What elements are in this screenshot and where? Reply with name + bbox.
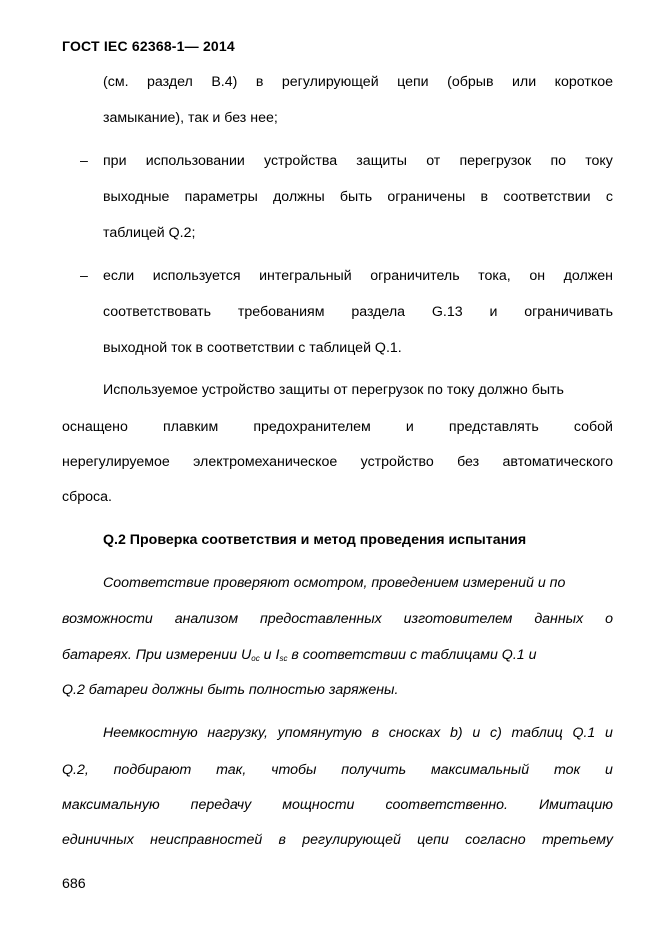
word: неисправностей (150, 832, 263, 848)
word: нагрузку, (207, 725, 268, 741)
word: и (605, 762, 613, 778)
word: регулирующей (302, 832, 401, 848)
word: мощности (282, 797, 355, 813)
word: выходные (103, 189, 170, 205)
word: цепи (417, 832, 449, 848)
section-heading: Q.2 Проверка соответствия и метод проведения испытания (103, 532, 527, 548)
text-line: замыкание), так и без нее; (103, 110, 278, 126)
word: таблиц (511, 725, 563, 741)
word: использовании (145, 153, 245, 169)
word: в (278, 832, 286, 848)
word: c) (489, 725, 502, 741)
word: по (550, 153, 567, 169)
word: анализом (174, 611, 239, 627)
word: передачу (190, 797, 252, 813)
word: плавким (162, 419, 219, 435)
word: b) (450, 725, 463, 741)
word: G.13 (431, 304, 463, 320)
word: В.4) (211, 74, 238, 90)
text-line: Соответствие проверяют осмотром, проведением измерений и по (103, 575, 566, 591)
text-line (103, 72, 613, 92)
word: сносках (388, 725, 441, 741)
word: короткое (554, 74, 613, 90)
text-line-with-subscripts (62, 645, 613, 665)
word: и (405, 419, 414, 435)
word: Имитацию (538, 797, 613, 813)
word: току (585, 153, 613, 169)
word: тока, (478, 268, 511, 284)
word: максимальную (62, 797, 160, 813)
word: собой (573, 419, 613, 435)
word: упомянутую (277, 725, 362, 741)
word: нерегулируемое (62, 454, 170, 470)
word: должны (273, 189, 325, 205)
text-line (103, 151, 613, 171)
text-line (62, 609, 613, 629)
word: максимальный (430, 762, 530, 778)
word: соответствовать (103, 304, 212, 320)
word: подбирают (113, 762, 192, 778)
text-line: таблицей Q.2; (103, 225, 196, 241)
text-fragment: и I (259, 647, 280, 663)
text-line (62, 417, 613, 437)
word: устройства (264, 153, 338, 169)
page-number: 686 (62, 876, 86, 892)
word: раздела (351, 304, 406, 320)
word: получить (341, 762, 407, 778)
text-line: Q.2 батареи должны быть полностью заряжены. (62, 682, 399, 698)
word: изготовителем (403, 611, 513, 627)
word: защиты (356, 153, 407, 169)
subscript: sc (279, 654, 288, 663)
word: ограничитель (370, 268, 460, 284)
word: третьему (541, 832, 613, 848)
word: единичных (62, 832, 134, 848)
word: регулирующей (281, 74, 379, 90)
word: перегрузок (459, 153, 532, 169)
text-line: Используемое устройство защиты от перегрузок по току должно быть (103, 382, 564, 398)
bullet-dash: – (80, 153, 88, 169)
word: так, (216, 762, 247, 778)
word: чтобы (271, 762, 317, 778)
word: используется (152, 268, 241, 284)
text-line (103, 266, 613, 286)
text-fragment: батареях. При измерении U (62, 647, 252, 663)
word: оснащено (62, 419, 128, 435)
subscript: oc (251, 654, 260, 663)
bullet-dash: – (80, 268, 88, 284)
word: Q.2, (62, 762, 89, 778)
word: ограничивать (524, 304, 613, 320)
text-line (62, 452, 613, 472)
word: и (489, 304, 498, 320)
word: параметры (184, 189, 258, 205)
word: должен (563, 268, 613, 284)
word: цепи (397, 74, 429, 90)
word: представлять (448, 419, 539, 435)
word: или (511, 74, 537, 90)
word: быть (339, 189, 373, 205)
word: если (103, 268, 135, 284)
text-line (62, 760, 613, 780)
word: Неемкостную (103, 725, 198, 741)
word: в (255, 74, 264, 90)
text-line (62, 795, 613, 815)
word: соответственно. (385, 797, 508, 813)
word: (см. (103, 74, 129, 90)
word: ток (553, 762, 581, 778)
word: от (426, 153, 441, 169)
text-line: сброса. (62, 489, 112, 505)
word: (обрыв (447, 74, 494, 90)
word: возможности (62, 611, 153, 627)
word: о (605, 611, 613, 627)
standard-header: ГОСТ IEC 62368-1— 2014 (62, 38, 235, 54)
word: автоматического (502, 454, 613, 470)
word: предоставленных (259, 611, 382, 627)
word: без (457, 454, 480, 470)
word: предохранителем (253, 419, 371, 435)
text-line (62, 830, 613, 850)
word: Q.1 (572, 725, 596, 741)
word: интегральный (259, 268, 352, 284)
text-line (103, 302, 613, 322)
text-fragment: в соответствии с таблицами Q.1 и (287, 647, 537, 663)
word: в (480, 189, 489, 205)
word: он (529, 268, 546, 284)
word: и (472, 725, 481, 741)
word: требованиям (237, 304, 325, 320)
word: устройство (360, 454, 434, 470)
word: с (605, 189, 613, 205)
word: данных (534, 611, 584, 627)
word: раздел (147, 74, 193, 90)
word: электромеханическое (193, 454, 338, 470)
text-line (103, 723, 613, 743)
word: при (103, 153, 127, 169)
word: и (605, 725, 613, 741)
text-line: выходной ток в соответствии с таблицей Q.1. (103, 340, 402, 356)
word: соответствии (503, 189, 591, 205)
word: согласно (465, 832, 526, 848)
word: в (371, 725, 380, 741)
word: ограничены (387, 189, 466, 205)
text-line (103, 187, 613, 207)
